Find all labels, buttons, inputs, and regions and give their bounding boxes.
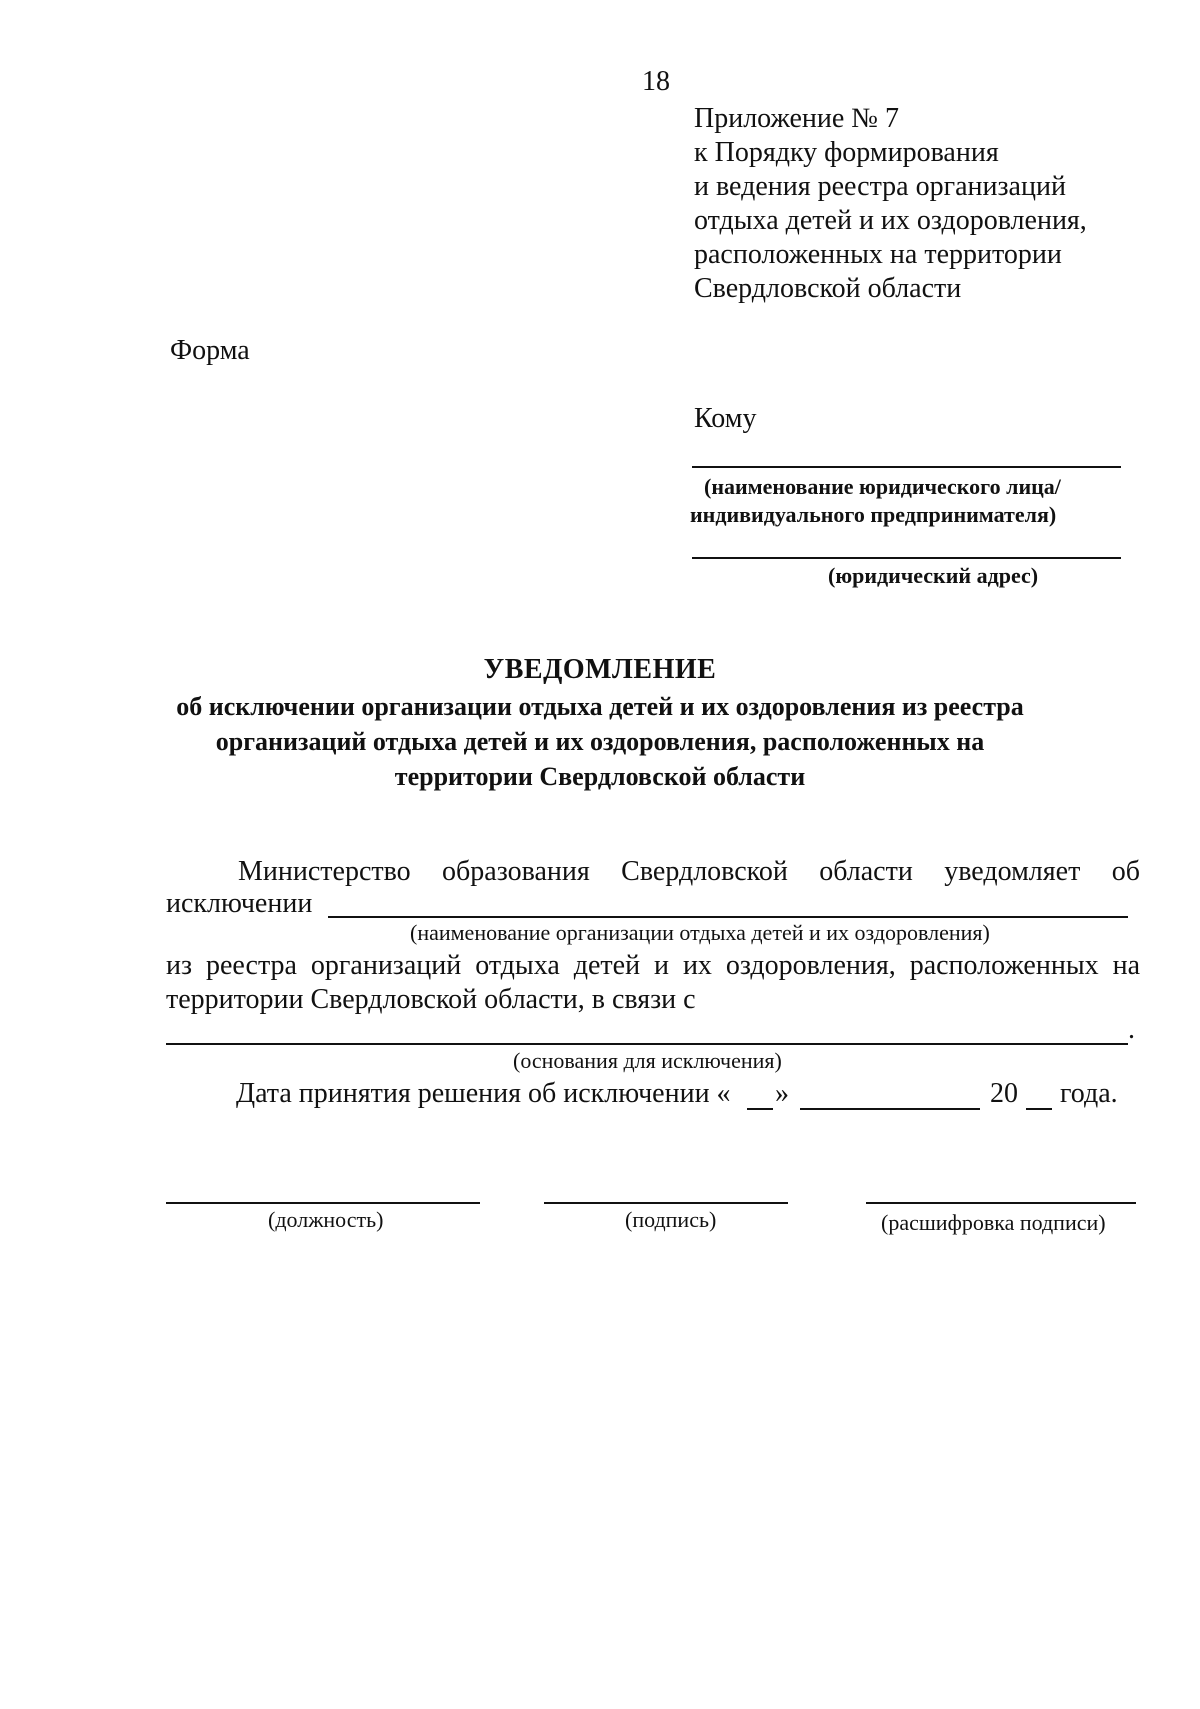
document-subtitle-3: территории Свердловской области [394,762,806,791]
document-title: УВЕДОМЛЕНИЕ [483,654,717,685]
signature-decoding-caption: (расшифровка подписи) [881,1210,1106,1235]
year-prefix: 20 [990,1078,1018,1109]
addressee-name-line[interactable] [692,466,1121,468]
form-label: Форма [170,335,250,366]
body-line-1 [238,856,1140,888]
day-quote-close: » [775,1078,789,1109]
appendix-line-4: отдыха детей и их оздоровления, [694,205,1087,236]
body-word: оздоровления, [725,950,896,981]
body-word: образования [442,856,590,887]
appendix-line-2: к Порядку формирования [694,137,999,168]
body-word: отдыха [475,950,560,981]
addressee-address-caption: (юридический адрес) [828,563,1039,588]
signature-caption: (подпись) [625,1207,717,1232]
page-number: 18 [642,66,670,97]
year-suffix: года. [1060,1078,1118,1109]
day-field-line[interactable] [747,1108,773,1110]
document-subtitle-2: организаций отдыха детей и их оздоровления, расположенных на [215,727,985,756]
signature-decoding-line[interactable] [866,1202,1136,1204]
year-field-line[interactable] [1026,1108,1052,1110]
body-line-4: территории Свердловской области, в связи с [166,984,696,1015]
body-word: организаций [310,950,462,981]
body-word: об [1111,856,1140,887]
body-word: детей [573,950,641,981]
appendix-line-6: Свердловской области [694,273,962,304]
addressee-label: Кому [694,403,757,434]
document-subtitle-1: об исключении организации отдыха детей и их оздоровления из реестра [176,692,1024,721]
body-word: реестра [205,950,297,981]
body-word: из [166,950,193,981]
body-word: на [1112,950,1140,981]
organization-name-line[interactable] [328,916,1128,918]
addressee-name-caption-1: (наименование юридического лица/ [704,474,1061,499]
basis-caption: (основания для исключения) [513,1048,782,1073]
body-word: области [819,856,913,887]
basis-line-period: . [1128,1014,1135,1045]
body-line-2: исключении [166,888,313,919]
body-line-3 [166,950,1140,982]
appendix-line-3: и ведения реестра организаций [694,171,1066,202]
appendix-line-1: Приложение № 7 [694,103,899,134]
signature-line[interactable] [544,1202,788,1204]
decision-date-label: Дата принятия решения об исключении « [236,1078,731,1109]
position-caption: (должность) [268,1207,384,1232]
body-word: Министерство [238,856,411,887]
basis-line[interactable] [166,1043,1128,1045]
body-word: их [682,950,712,981]
body-word: уведомляет [944,856,1081,887]
addressee-name-caption-2: индивидуального предпринимателя) [690,502,1057,527]
position-line[interactable] [166,1202,480,1204]
addressee-address-line[interactable] [692,557,1121,559]
body-word: Свердловской [621,856,788,887]
organization-name-caption: (наименование организации отдыха детей и их оздоровления) [410,920,990,945]
body-word: расположенных [909,950,1099,981]
body-word: и [654,950,669,981]
month-field-line[interactable] [800,1108,980,1110]
appendix-line-5: расположенных на территории [694,239,1062,270]
